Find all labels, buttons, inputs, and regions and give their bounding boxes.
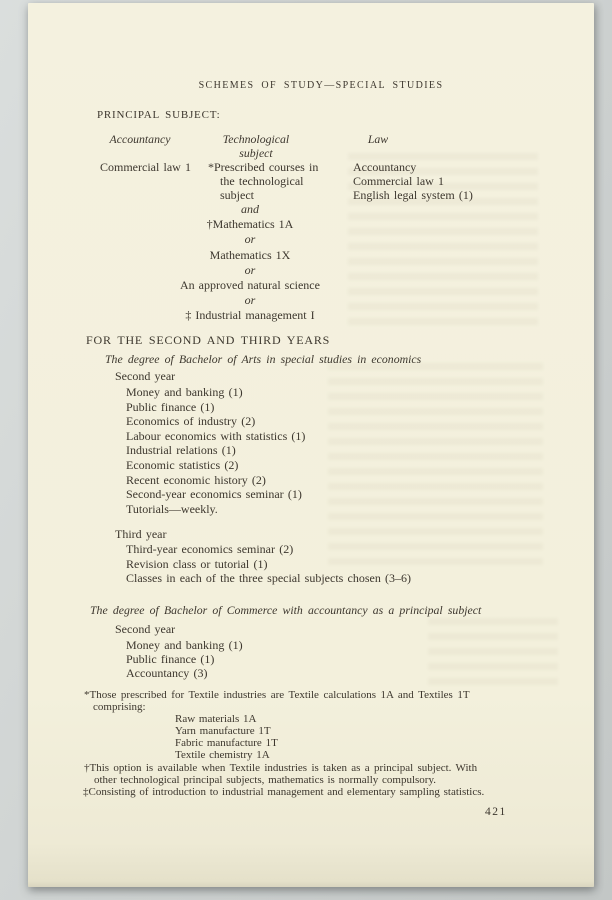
technological-column-entry-line: the technological	[220, 174, 304, 188]
column-header-law: Law	[367, 132, 389, 146]
page-number: 421	[485, 806, 507, 818]
technological-column-entry-line: subject	[220, 188, 254, 202]
ba-second-year-label: Second year	[115, 369, 176, 383]
bcom-second-year-label: Second year	[115, 622, 176, 636]
option-course: An approved natural science	[180, 278, 320, 293]
course-item: Economics of industry (2)	[126, 414, 256, 429]
footnote-asterisk-line1: *Those prescribed for Textile industries are Textile calculations 1A and Textiles 1T	[84, 689, 470, 701]
course-item: Money and banking (1)	[126, 638, 243, 652]
footnote-textile-course-list	[175, 713, 278, 761]
ba-second-year-course-list	[126, 385, 305, 516]
footnote-double-dagger: ‡Consisting of introduction to industrial management and elementary sampling statistics.	[83, 786, 485, 798]
accountancy-column-entry: Commercial law 1	[100, 160, 192, 174]
bcom-degree-title: The degree of Bachelor of Commerce with accountancy as a principal subject	[90, 603, 482, 617]
law-column-entry: Commercial law 1	[353, 174, 445, 188]
bcom-second-year-course-list	[126, 638, 243, 680]
book-page	[28, 3, 594, 887]
technological-column-entry-line: *Prescribed courses in	[208, 160, 319, 174]
course-item: Revision class or tutorial (1)	[126, 556, 268, 571]
course-item: Public finance (1)	[126, 652, 215, 666]
footnote-course-item: Raw materials 1A	[175, 713, 257, 725]
column-header-line: Technological	[222, 132, 290, 146]
law-column-entries	[353, 160, 473, 202]
course-item: Classes in each of the three special subjects chosen (3–6)	[126, 571, 412, 586]
ba-third-year-label: Third year	[115, 527, 167, 541]
second-third-years-heading: FOR THE SECOND AND THIRD YEARS	[86, 333, 331, 347]
ba-economics-degree-title: The degree of Bachelor of Arts in special studies in economics	[105, 352, 422, 366]
law-column-entry: Accountancy	[353, 160, 417, 174]
course-item: Labour economics with statistics (1)	[126, 428, 306, 443]
footnote-course-item: Textile chemistry 1A	[175, 749, 270, 761]
course-item: Money and banking (1)	[126, 385, 243, 399]
principal-subject-heading: PRINCIPAL SUBJECT:	[97, 109, 221, 121]
course-item: Industrial relations (1)	[126, 443, 236, 458]
option-course: †Mathematics 1A	[206, 217, 294, 232]
ink-bleed-through	[328, 363, 543, 568]
connector-word: and	[241, 202, 259, 216]
footnote-course-item: Yarn manufacture 1T	[175, 725, 271, 737]
footnote-course-item: Fabric manufacture 1T	[175, 737, 278, 749]
footnote-dagger-line2: other technological principal subjects, mathematics is normally compulsory.	[94, 774, 437, 786]
technological-options-stack	[150, 202, 350, 324]
connector-word: or	[244, 232, 256, 247]
column-header-line: subject	[239, 145, 273, 160]
column-header-accountancy: Accountancy	[109, 132, 171, 146]
course-item: Economic statistics (2)	[126, 457, 239, 472]
footnote-asterisk-line2: comprising:	[93, 701, 146, 713]
course-item: Third-year economics seminar (2)	[126, 542, 294, 556]
option-course: Mathematics 1X	[209, 247, 291, 262]
footnote-dagger-line1: †This option is available when Textile industries is taken as a principal subject. With	[84, 762, 478, 774]
law-column-entry: English legal system (1)	[353, 188, 473, 202]
technological-column-entry-wrap	[220, 174, 304, 202]
running-head: SCHEMES OF STUDY—SPECIAL STUDIES	[198, 80, 444, 91]
course-item: Public finance (1)	[126, 399, 215, 414]
column-header-technological-subject	[196, 133, 316, 160]
ink-bleed-through	[428, 618, 558, 688]
ba-third-year-course-list	[126, 542, 411, 586]
connector-word: or	[244, 293, 256, 308]
connector-word: or	[244, 262, 256, 277]
course-item: Recent economic history (2)	[126, 472, 266, 487]
course-item: Second-year economics seminar (1)	[126, 487, 302, 502]
course-item: Tutorials—weekly.	[126, 501, 218, 516]
course-item: Accountancy (3)	[126, 666, 208, 680]
option-course: ‡ Industrial management I	[185, 308, 315, 323]
